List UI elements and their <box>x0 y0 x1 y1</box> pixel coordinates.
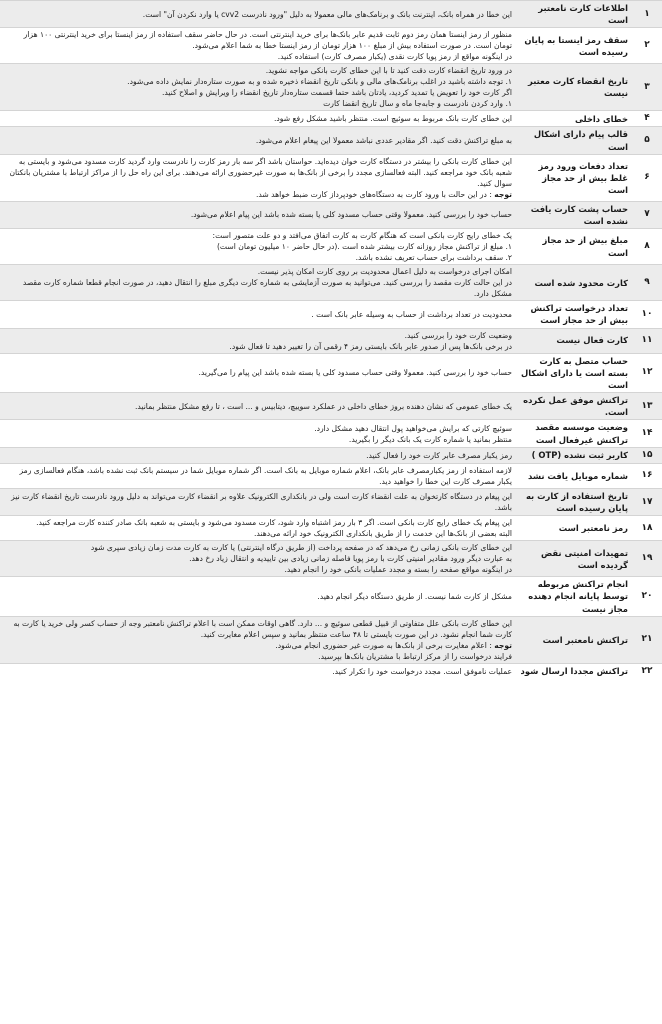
description-line: یک خطای رایج کارت بانکی است که هنگام کارت به کارت اتفاق می‌افتد و دو علت متصور است: <box>212 231 512 241</box>
table-row <box>0 301 662 328</box>
row-number: ۲۱ <box>632 616 662 663</box>
description-line: در اینگونه مواقع از رمز پویا کارت نقدی (یکبار مصرف کارت) استفاده کنید. <box>277 52 512 62</box>
error-description <box>0 301 516 328</box>
error-description <box>0 353 516 393</box>
error-title: وضعیت موسسه مقصد تراکنش غیرفعال است <box>516 420 632 447</box>
error-description <box>0 516 516 541</box>
description-line: این پیغام در دستگاه کارتخوان به علت انقضاء کارت است ولی در بانکداری الکترونیک علاوه بر انقضاء کارت می‌تواند به دلیل ورود نادرست تاریخ انقضاء کارت نیز باشد. <box>11 492 512 513</box>
description-line: عملیات ناموفق است. مجدد درخواست خود را تکرار کنید. <box>332 666 512 676</box>
row-number: ۲۰ <box>632 577 662 617</box>
table-row <box>0 127 662 154</box>
description-line: این خطای کارت بانکی علل متفاوتی از قبیل قطعی سوئیچ و ... دارد. گاهی اوقات ممکن است با اعلام تراکنش نامعتبر وجه از حساب کسر ولی خرید یا کارت به کارت شما انجام نشود. در این صورت بایستی تا ۴۸ ساعت منتظر بمانید و سپس اعلام مغایرت کنید. <box>13 618 512 639</box>
error-title: کارت فعال نیست <box>516 328 632 353</box>
description-line: یک خطای عمومی که نشان دهنده بروز خطای داخلی در عملکرد سوییچ، دیتابیس و ... است ، تا رفع مشکل منتظر بمانید. <box>135 401 512 411</box>
table-row <box>0 328 662 353</box>
row-number: ۱۱ <box>632 328 662 353</box>
error-description <box>0 488 516 515</box>
error-description <box>0 64 516 111</box>
error-title: اطلاعات کارت نامعتبر است <box>516 1 632 28</box>
table-row <box>0 229 662 265</box>
table-row <box>0 28 662 64</box>
error-title: تمهیدات امنیتی نقض گردیده است <box>516 541 632 577</box>
description-line: در این حالت کارت مقصد را بررسی کنید. می‌توانید به صورت آزمایشی به شماره کارت دیگری مبلغ را انتقال دهید، در صورت انجام قطعا شماره کارت مقصد مشکل دارد. <box>22 278 512 299</box>
error-description <box>0 577 516 617</box>
description-line: لازمه استفاده از رمز یکبارمصرف عابر بانک، اعلام شماره موبایل به بانک است. اگر شماره موبایل شما در سیستم بانک ثبت نشده باشد، هنگام فعالسازی رمز یکبار مصرف کارت این خطا را خواهید دید. <box>19 465 512 486</box>
error-title: تعداد دفعات ورود رمز غلط بیش از حد مجاز است <box>516 154 632 201</box>
description-line: ۱. توجه داشته باشید در اغلب برنامک‌های مالی و بانکی تاریخ انقضاء ذخیره شده و به صورت ستاره‌دار نمایش داده می‌شود. <box>127 77 512 87</box>
error-description <box>0 616 516 663</box>
error-description <box>0 1 516 28</box>
row-number: ۹ <box>632 265 662 301</box>
error-description <box>0 127 516 154</box>
error-title: کاربر ثبت نشده (OTP ) <box>516 447 632 463</box>
error-description <box>0 447 516 463</box>
table-row <box>0 154 662 201</box>
error-title: قالب پیام دارای اشکال است <box>516 127 632 154</box>
error-title: کارت محدود شده است <box>516 265 632 301</box>
error-description <box>0 663 516 679</box>
note-label: توجه <box>494 189 512 199</box>
table-row <box>0 1 662 28</box>
description-line: منتظر بمانید یا شماره کارت یک بانک دیگر را بگیرید. <box>348 434 512 444</box>
row-number: ۴ <box>632 111 662 127</box>
error-description <box>0 541 516 577</box>
description-line: وضعیت کارت خود را بررسی کنید. <box>404 330 512 340</box>
description-line: در اینگونه مواقع صفحه را بسته و مجدد عملیات بانکی خود را انجام دهید. <box>284 565 512 575</box>
description-line: امکان اجرای درخواست به دلیل اعمال محدودیت بر روی کارت امکان پذیر نیست. <box>257 267 512 277</box>
description-line: سوئیچ کارتی که برایش می‌خواهید پول انتقال دهید مشکل دارد. <box>314 423 512 433</box>
error-title: شماره موبایل یافت نشد <box>516 463 632 488</box>
table-row <box>0 577 662 617</box>
description-line: به مبلغ تراکنش دقت کنید. اگر مقادیر عددی نباشد معمولا این پیغام اعلام می‌شود. <box>255 136 512 146</box>
table-row <box>0 420 662 447</box>
description-line: ۱. وارد کردن نادرست و جابه‌جا ماه و سال تاریخ انقضا کارت <box>323 99 512 109</box>
table-row <box>0 463 662 488</box>
row-number: ۵ <box>632 127 662 154</box>
error-title: تاریخ انقضاء کارت معتبر نیست <box>516 64 632 111</box>
description-line: این خطای کارت بانکی زمانی رخ می‌دهد که در صفحه پرداخت (از طریق درگاه اینترنتی) یا کارت به کارت مدت زمان زیادی سپری شود <box>90 543 512 553</box>
error-title: حساب متصل به کارت بسته است یا دارای اشکال است <box>516 353 632 393</box>
row-number: ۱۲ <box>632 353 662 393</box>
description-line: این خطای کارت بانکی را بیشتر در دستگاه کارت خوان دیده‌اید. حواستان باشد اگر سه بار رمز کارت را نادرست وارد گردید کارت مسدود می‌شود و بایستی به شعبه بانک خود مراجعه کنید. البته فعالسازی مجدد را برخی از بانک‌ها به صورت غیرحضوری ارائه می‌دهند. برای این راه حل را از مراکز ارتباط با مشتریان بانکتان سوال کنید. <box>9 156 512 188</box>
row-number: ۱۵ <box>632 447 662 463</box>
row-number: ۲۲ <box>632 663 662 679</box>
table-row <box>0 541 662 577</box>
description-line: ۲. سقف برداشت برای حساب تعریف نشده باشد. <box>355 253 512 263</box>
description-line: در برخی بانک‌ها پس از صدور عابر بانک بایستی رمز ۴ رقمی آن را تغییر دهید تا فعال شود. <box>229 341 512 351</box>
description-line: به عبارت دیگر ورود مقادیر امنیتی کارت با رمز پویا فاصله زمانی زیادی بین تاییدیه و انتقال زیاد رخ دهد. <box>189 554 512 564</box>
table-row <box>0 265 662 301</box>
table-row <box>0 488 662 515</box>
error-title: تعداد درخواست تراکنش بیش از حد مجاز است <box>516 301 632 328</box>
row-number: ۷ <box>632 201 662 228</box>
error-title: خطای داخلی <box>516 111 632 127</box>
error-title: تراکنش موفق عمل نکرده است. <box>516 393 632 420</box>
row-number: ۱۰ <box>632 301 662 328</box>
description-line: البته بعضی از بانک‌ها این خدمت را از طریق بانکداری الکترونیک خود ارائه می‌دهند. <box>254 529 512 539</box>
description-line: این خطا در همراه بانک، اینترنت بانک و برنامک‌های مالی معمولا به دلیل "ورود نادرست cvv2 یا وارد نکردن آن" است. <box>142 9 512 19</box>
error-description <box>0 28 516 64</box>
row-number: ۶ <box>632 154 662 201</box>
error-description <box>0 393 516 420</box>
row-number: ۱۸ <box>632 516 662 541</box>
row-number: ۱ <box>632 1 662 28</box>
note-line <box>4 640 512 651</box>
row-number: ۱۹ <box>632 541 662 577</box>
error-description <box>0 111 516 127</box>
description-line: این پیغام یک خطای رایج کارت بانکی است. اگر ۳ بار رمز اشتباه وارد شود، کارت مسدود می‌شود و بایستی به شعبه بانک صادر کننده کارت مراجعه کنید. <box>36 518 512 528</box>
error-title: تاریخ استفاده از کارت به پایان رسیده است <box>516 488 632 515</box>
error-codes-body <box>0 1 662 679</box>
description-line: اگر کارت خود را تعویض یا تمدید کردید، یادتان باشد حتما قسمت ستاره‌دار تاریخ انقضاء را ویرایش و اصلاح کنید. <box>161 88 512 98</box>
description-line: منظور از رمز اینستا همان رمز دوم ثابت قدیم عابر بانک‌ها برای خرید اینترنتی است. در حال حاضر سقف استفاده از رمز اینستا برای خرید اینترنتی ۱۰۰ هزار تومان است. در صورت استفاده بیش از مبلغ ۱۰۰ هزار تومان از رمز اینستا خطا به شما اعلام می‌شود. <box>23 30 512 51</box>
description-line: مشکل از کارت شما نیست. از طریق دستگاه دیگر انجام دهید. <box>317 592 512 602</box>
error-title: انجام تراکنش مربوطه توسط پایانه انجام دهنده مجاز نیست <box>516 577 632 617</box>
error-description <box>0 463 516 488</box>
row-number: ۱۷ <box>632 488 662 515</box>
note-label: توجه <box>494 640 512 650</box>
table-row <box>0 516 662 541</box>
error-description <box>0 201 516 228</box>
error-description <box>0 229 516 265</box>
table-row <box>0 663 662 679</box>
description-line: در ورود تاریخ انقضاء کارت دقت کنید تا با این خطای کارت بانکی مواجه نشوید. <box>265 66 512 76</box>
table-row <box>0 111 662 127</box>
table-row <box>0 201 662 228</box>
row-number: ۱۳ <box>632 393 662 420</box>
row-number: ۱۶ <box>632 463 662 488</box>
table-row <box>0 393 662 420</box>
description-line: فرایند درخواست را از مرکز ارتباط با مشتریان بانک‌ها بپرسید. <box>318 651 512 661</box>
error-description <box>0 420 516 447</box>
error-title: سقف رمز اینستا به پایان رسیده است <box>516 28 632 64</box>
row-number: ۲ <box>632 28 662 64</box>
table-row <box>0 447 662 463</box>
error-title: تراکنش نامعتبر است <box>516 616 632 663</box>
row-number: ۱۴ <box>632 420 662 447</box>
description-line: این خطای کارت بانک مربوط به سوئیچ است. منتظر باشید مشکل رفع شود. <box>273 114 512 124</box>
error-description <box>0 154 516 201</box>
note-text: : در این حالت با ورود کارت به دستگاه‌های خودپرداز کارت ضبط خواهد شد. <box>255 189 495 199</box>
note-text: : اعلام مغایرت برخی از بانک‌ها به صورت غیر حضوری انجام می‌شود. <box>275 640 495 650</box>
row-number: ۳ <box>632 64 662 111</box>
table-row <box>0 616 662 663</box>
table-row <box>0 353 662 393</box>
description-line: محدودیت در تعداد برداشت از حساب به وسیله عابر بانک است . <box>311 309 512 319</box>
note-line <box>4 189 512 200</box>
description-line: رمز یکبار مصرف عابر کارت خود را فعال کنید. <box>366 450 512 460</box>
description-line: ۱. مبلغ از تراکنش مجاز روزانه کارت بیشتر شده است .(در حال حاضر ۱۰ میلیون تومان است) <box>216 242 512 252</box>
error-description <box>0 265 516 301</box>
error-title: تراکنش مجددا ارسال شود <box>516 663 632 679</box>
description-line: حساب خود را بررسی کنید. معمولا وقتی حساب مسدود کلی یا بسته شده باشد این پیام اعلام می‌شود. <box>190 210 512 220</box>
row-number: ۸ <box>632 229 662 265</box>
error-title: مبلغ بیش از حد مجاز است <box>516 229 632 265</box>
table-row <box>0 64 662 111</box>
error-description <box>0 328 516 353</box>
error-title: حساب پشت کارت یافت نشده است <box>516 201 632 228</box>
error-title: رمز نامعتبر است <box>516 516 632 541</box>
description-line: حساب خود را بررسی کنید. معمولا وقتی حساب مسدود کلی یا بسته شده باشد این پیام را می‌گیرید. <box>198 368 512 378</box>
